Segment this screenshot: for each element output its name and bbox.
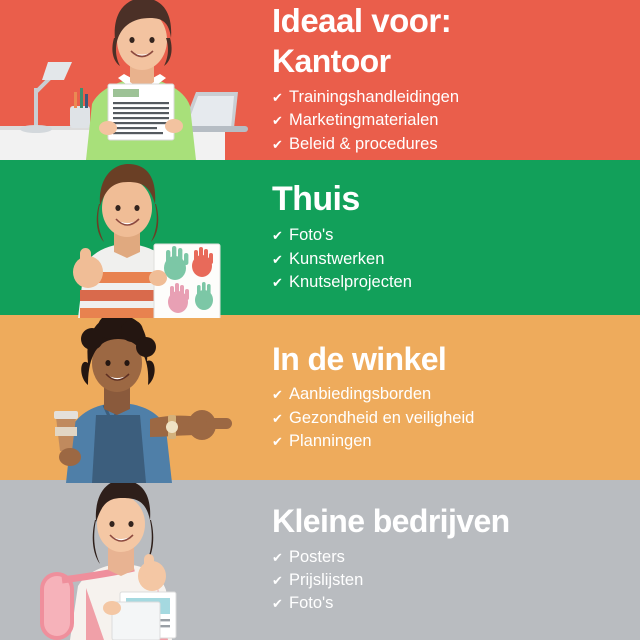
- list-item-label: Posters: [289, 547, 345, 566]
- section-thuis: [0, 160, 640, 315]
- photo-kantoor: [0, 0, 270, 160]
- list-item: [272, 592, 628, 615]
- photo-winkel: [0, 315, 270, 480]
- check-icon: ✔: [272, 89, 283, 105]
- section-in-de-winkel: [0, 315, 640, 480]
- section-kleine-bedrijven: [0, 480, 640, 640]
- check-icon: ✔: [272, 228, 283, 244]
- list-item-label: Gezondheid en veiligheid: [289, 408, 475, 427]
- list-winkel: [272, 383, 628, 453]
- heading-kantoor: Kantoor: [272, 43, 391, 80]
- check-icon: ✔: [272, 433, 283, 449]
- list-item: [272, 569, 628, 592]
- list-item-label: Foto's: [289, 226, 334, 245]
- check-icon: ✔: [272, 596, 283, 612]
- page-title: Ideaal voor:: [272, 1, 452, 39]
- check-icon: ✔: [272, 410, 283, 426]
- check-icon: ✔: [272, 549, 283, 565]
- list-item-label: Beleid & procedures: [289, 134, 438, 153]
- list-item-label: Trainingshandleidingen: [289, 87, 460, 106]
- list-item: [272, 86, 628, 109]
- list-item: [272, 248, 628, 271]
- check-icon: ✔: [272, 275, 283, 291]
- section-kantoor: [0, 0, 640, 160]
- list-item-label: Prijslijsten: [289, 571, 364, 590]
- list-item: [272, 109, 628, 132]
- list-bedrijven: [272, 546, 628, 616]
- list-item-label: Planningen: [289, 431, 372, 450]
- check-icon: ✔: [272, 573, 283, 589]
- list-item: [272, 133, 628, 156]
- list-item-label: Knutselprojecten: [289, 273, 412, 292]
- list-thuis: [272, 224, 628, 294]
- check-icon: ✔: [272, 251, 283, 267]
- check-icon: ✔: [272, 136, 283, 152]
- copy-winkel: [272, 315, 628, 480]
- list-item: [272, 546, 628, 569]
- heading-kleine-bedrijven: Kleine bedrijven: [272, 503, 510, 540]
- check-icon: ✔: [272, 387, 283, 403]
- list-item: [272, 383, 628, 406]
- list-item-label: Aanbiedingsborden: [289, 385, 432, 404]
- photo-thuis: [0, 160, 270, 315]
- list-item: [272, 407, 628, 430]
- check-icon: ✔: [272, 113, 283, 129]
- heading-thuis: Thuis: [272, 179, 360, 218]
- photo-bedrijven: [0, 480, 270, 640]
- heading-in-de-winkel: In de winkel: [272, 340, 447, 377]
- copy-kantoor: [272, 0, 628, 160]
- list-item: [272, 271, 628, 294]
- list-item-label: Marketingmaterialen: [289, 111, 439, 130]
- list-item: [272, 224, 628, 247]
- copy-thuis: [272, 160, 628, 315]
- list-item: [272, 430, 628, 453]
- list-item-label: Kunstwerken: [289, 249, 385, 268]
- list-kantoor: [272, 86, 628, 156]
- list-item-label: Foto's: [289, 594, 334, 613]
- copy-bedrijven: [272, 480, 628, 640]
